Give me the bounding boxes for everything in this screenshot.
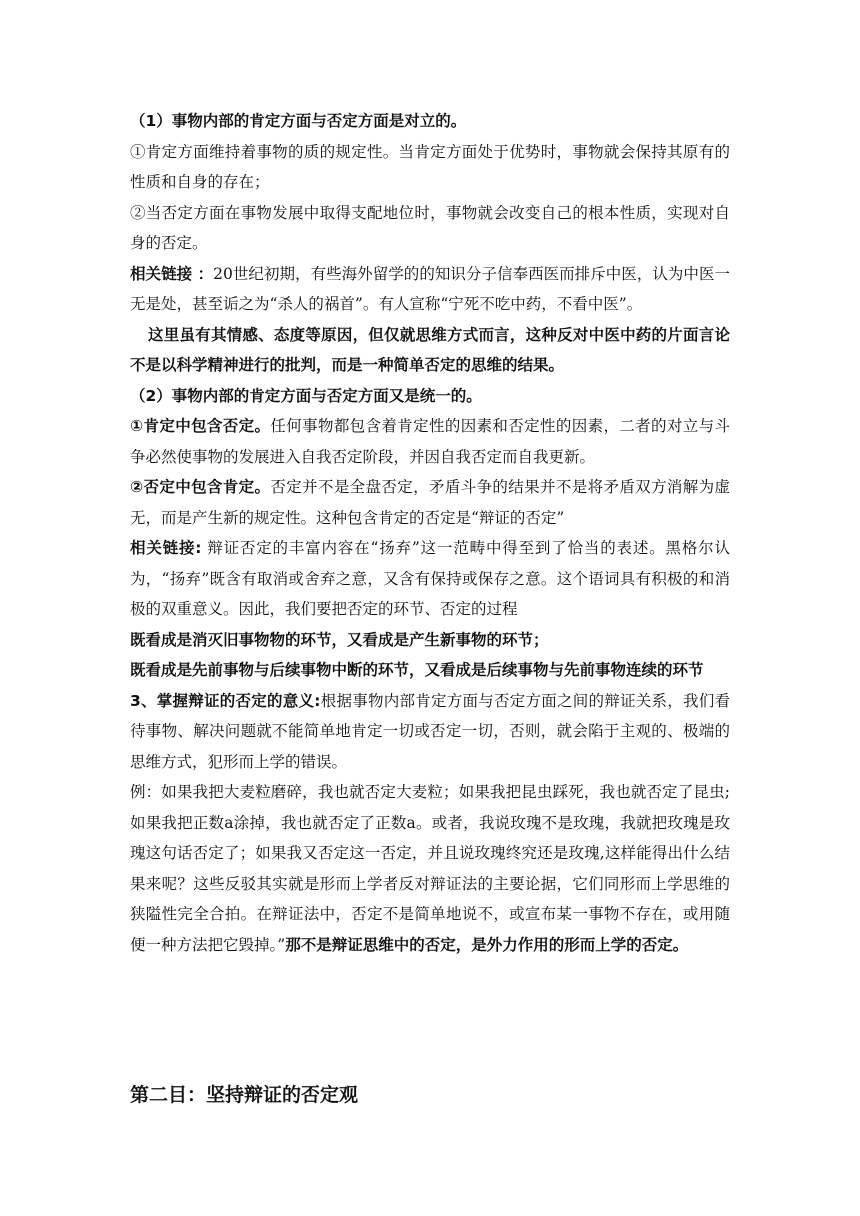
point-text: 否定并不是全盘否定，矛盾斗争的结果并不是将矛盾双方消解为虚无，而是产生新的规定性。这种包含肯定的否定是“辩证的否定” — [130, 478, 730, 527]
related-link-text: 20世纪初期，有些海外留学的的知识分子信奉西医而排斥中医，认为中医一无是处，甚至诟之为“杀人的祸首”。有人宣称“宁死不吃中药，不看中医”。 — [130, 264, 730, 313]
paragraph-positive-aspect: ①肯定方面维持着事物的质的规定性。当肯定方面处于优势时，事物就会保持其原有的性质和自身的存在； — [130, 142, 730, 191]
related-link-2 — [130, 533, 730, 625]
related-link-label: 相关链接 ： — [130, 264, 214, 283]
section-2-title: （2）事物内部的肯定方面与否定方面又是统一的。 — [130, 386, 482, 405]
point-text: 任何事物都包含着肯定性的因素和否定性的因素，二者的对立与斗争必然使事物的发展进入自我否定阶段，并因自我否定而自我更新。 — [130, 417, 730, 466]
related-link-label: 相关链接: — [130, 539, 202, 557]
subsection-heading: 第二目：坚持辩证的否定观 — [130, 1084, 359, 1106]
paragraph-example — [130, 777, 730, 960]
paragraph-negation-contains-affirm — [130, 472, 730, 533]
section-1-title: （1）事物内部的肯定方面与否定方面是对立的。 — [130, 112, 467, 130]
section-3-significance — [130, 686, 730, 778]
point-label: ①肯定中包含否定。 — [130, 417, 271, 435]
section-3-text: 根据事物内部肯定方面与否定方面之间的辩证关系，我们看待事物、解决问题就不能简单地肯定一切或否定一切，否则，就会陷于主观的、极端的思维方式，犯形而上学的错误。 — [130, 691, 730, 771]
point-label: ②否定中包含肯定。 — [130, 478, 271, 496]
document-body — [130, 106, 730, 960]
paragraph-bold-2: 既看成是先前事物与后续事物中断的环节，又看成是后续事物与先前事物连续的环节 — [130, 661, 704, 679]
paragraph-bold-1: 既看成是消灭旧事物物的环节，又看成是产生新事物的环节； — [130, 630, 549, 649]
paragraph-affirm-contains-negation — [130, 411, 730, 472]
related-link-text: 辩证否定的丰富内容在“扬弃”这一范畴中得至到了恰当的表述。黑格尔认为，“扬弃”既含有取消或舍弃之意，又含有保持或保存之意。这个语词具有积极的和消极的双重意义。因此，我们要把否定的环节、否定的过程 — [130, 539, 730, 618]
section-3-label: 3、掌握辩证的否定的意义: — [130, 691, 321, 710]
paragraph-commentary: 这里虽有其情感、态度等原因，但仅就思维方式而言，这种反对中医中药的片面言论不是以科学精神进行的批判，而是一种简单否定的思维的结果。 — [130, 325, 730, 374]
example-conclusion: 那不是辩证思维中的否定，是外力作用的形而上学的否定。 — [285, 935, 689, 954]
related-link-1 — [130, 259, 730, 320]
example-text: 例：如果我把大麦粒磨碎，我也就否定大麦粒；如果我把昆虫踩死，我也就否定了昆虫;如果我把正数a涂掉，我也就否定了正数a。或者，我说玫瑰不是玫瑰，我就把玫瑰是玫瑰这句话否定了；如果我又否定这一否定，并且说玫瑰终究还是玫瑰,这样能得出什么结果来呢？这些反驳其实就是形而上学者反对辩证法的主要论据，它们同形而上学思维的狭隘性完全合拍。在辩证法中，否定不是简单地说不，或宣布某一事物不存在，或用随便一种方法把它毁掉。” — [130, 783, 730, 954]
paragraph-negative-aspect: ②当否定方面在事物发展中取得支配地位时，事物就会改变自己的根本性质，实现对自身的否定。 — [130, 203, 730, 252]
